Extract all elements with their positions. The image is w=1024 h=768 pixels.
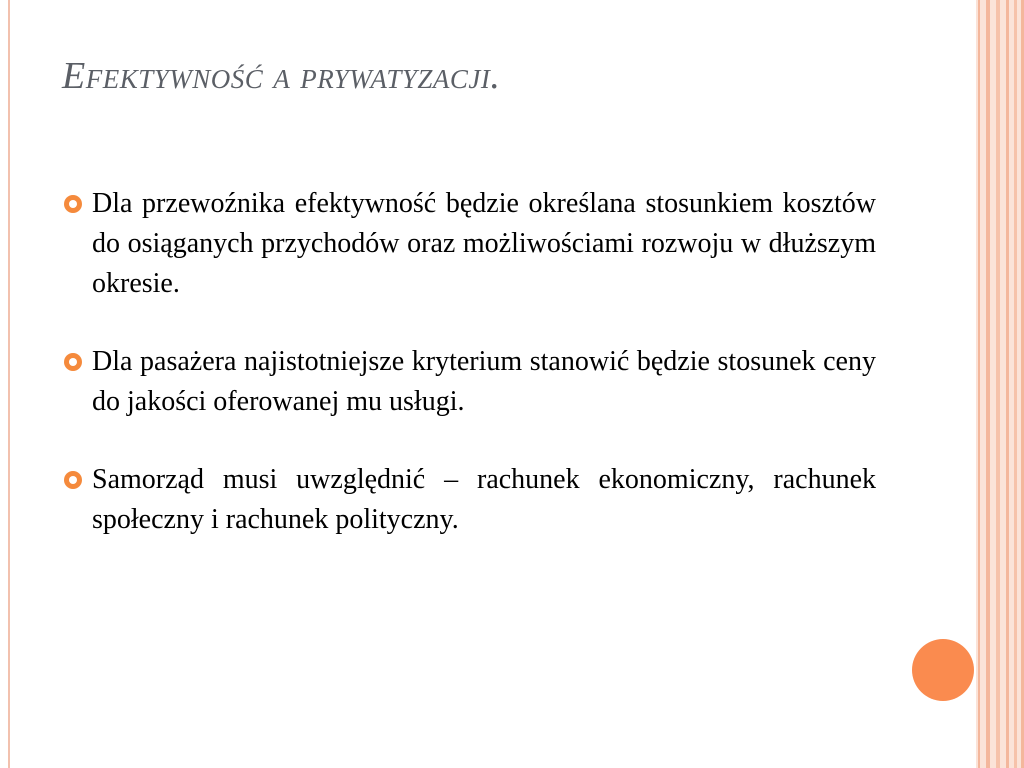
left-border-line [8,0,10,768]
right-stripe [996,0,1000,768]
bullet-ring-icon [64,471,82,489]
decorative-orange-circle [912,639,974,701]
right-stripe [1014,0,1017,768]
bullet-text: Dla pasażera najistotniejsze kryterium stanowić będzie stosunek ceny do jakości oferowanej mu usługi. [92,346,876,417]
bullet-ring-icon [64,353,82,371]
bullet-item [64,184,876,304]
slide-title: Efektywność a prywatyzacji. [62,55,501,97]
bullet-text: Dla przewoźnika efektywność będzie określana stosunkiem kosztów do osiąganych przychodów oraz możliwościami rozwoju w dłuższym okresie. [92,188,876,299]
right-stripe [986,0,990,768]
bullet-list [64,184,876,578]
bullet-item [64,342,876,422]
bullet-text: Samorząd musi uwzględnić – rachunek ekonomiczny, rachunek społeczny i rachunek polityczny. [92,464,876,535]
bullet-ring-icon [64,195,82,213]
bullet-item [64,460,876,540]
right-stripe [978,0,980,768]
right-stripe [1006,0,1009,768]
